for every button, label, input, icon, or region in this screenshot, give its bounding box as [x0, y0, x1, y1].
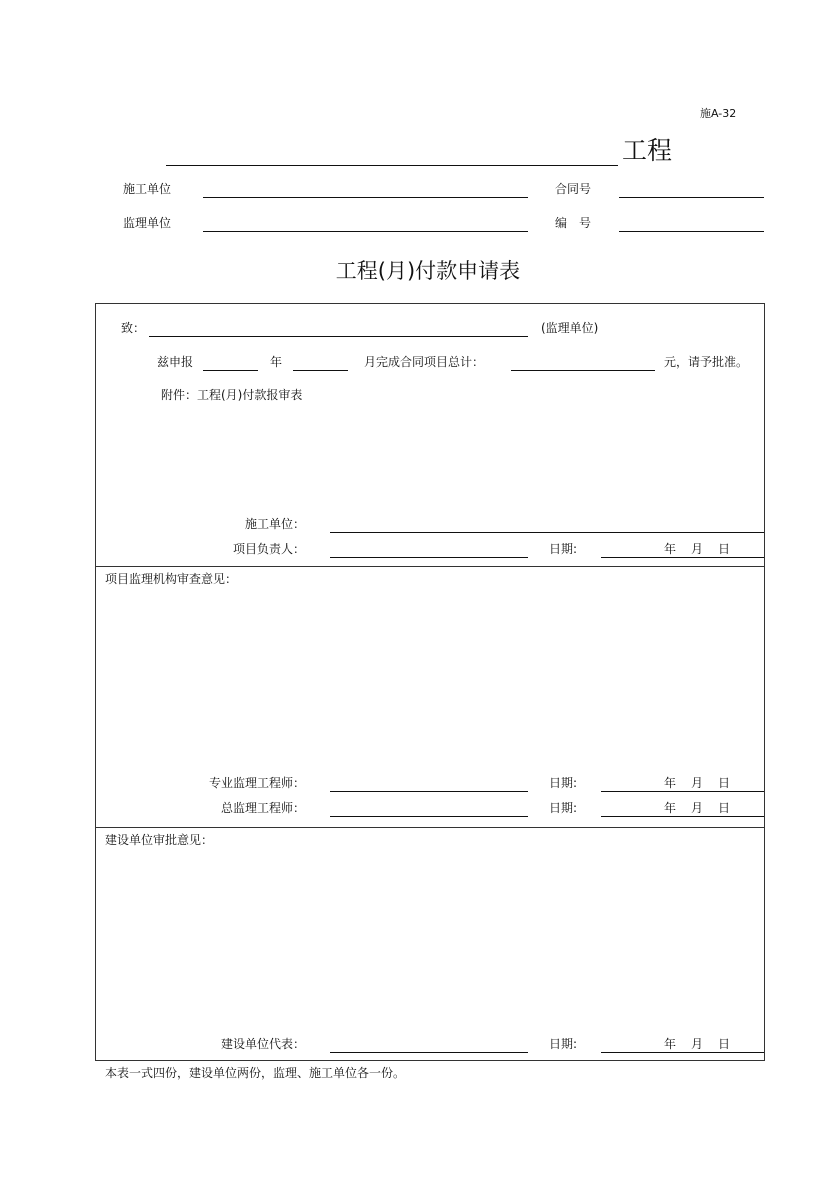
date-month: 月 — [691, 1037, 704, 1051]
s1-contractor-label: 施工单位： — [244, 517, 305, 531]
contractor-field[interactable] — [203, 197, 528, 198]
serial-no-label: 编 号 — [555, 216, 592, 230]
date-day: 日 — [718, 776, 731, 790]
chief-date-field[interactable] — [601, 816, 764, 817]
project-suffix: 工程 — [622, 136, 673, 165]
form-code: 施A-32 — [700, 107, 737, 120]
project-name-field[interactable] — [166, 165, 618, 166]
year-field[interactable] — [203, 370, 258, 371]
date-month: 月 — [691, 801, 704, 815]
manager-field[interactable] — [330, 557, 528, 558]
supervisor-field[interactable] — [203, 231, 528, 232]
owner-date-field[interactable] — [601, 1052, 764, 1053]
date-year: 年 — [664, 542, 677, 556]
form-table — [95, 303, 765, 1061]
chief-label: 总监理工程师： — [220, 801, 305, 815]
manager-label: 项目负责人： — [232, 542, 305, 556]
attachment-label: 附件：工程(月)付款报审表 — [161, 388, 303, 402]
date-day: 日 — [718, 801, 731, 815]
report-prefix: 兹申报 — [157, 355, 194, 369]
owner-rep-label: 建设单位代表： — [220, 1037, 305, 1051]
to-label: 致： — [121, 321, 146, 335]
review-heading: 项目监理机构审查意见： — [105, 572, 238, 586]
contract-no-label: 合同号 — [555, 182, 592, 196]
approval-heading: 建设单位审批意见： — [105, 833, 214, 847]
contract-no-field[interactable] — [619, 197, 764, 198]
supervisor-label: 监理单位 — [123, 216, 172, 230]
date-label: 日期: — [549, 542, 578, 556]
serial-no-field[interactable] — [619, 231, 764, 232]
date-field[interactable] — [601, 557, 764, 558]
footer-note: 本表一式四份，建设单位两份，监理、施工单位各一份。 — [105, 1066, 406, 1080]
engineer-label: 专业监理工程师： — [208, 776, 305, 790]
date-day: 日 — [718, 1037, 731, 1051]
section-divider — [95, 566, 765, 567]
contractor-label: 施工单位 — [123, 182, 172, 196]
s1-contractor-field[interactable] — [330, 532, 764, 533]
to-field[interactable] — [149, 336, 528, 337]
date-label: 日期: — [549, 1037, 578, 1051]
date-month: 月 — [691, 776, 704, 790]
form-title: 工程(月)付款申请表 — [335, 259, 521, 283]
date-label: 日期: — [549, 801, 578, 815]
chief-field[interactable] — [330, 816, 528, 817]
date-year: 年 — [664, 776, 677, 790]
date-month: 月 — [691, 542, 704, 556]
date-year: 年 — [664, 801, 677, 815]
section-divider — [95, 827, 765, 828]
amount-suffix: 元，请予批准。 — [664, 355, 749, 369]
amount-field[interactable] — [511, 370, 655, 371]
engineer-date-field[interactable] — [601, 791, 764, 792]
owner-rep-field[interactable] — [330, 1052, 528, 1053]
to-suffix: (监理单位) — [541, 321, 599, 335]
engineer-field[interactable] — [330, 791, 528, 792]
year-label: 年 — [270, 355, 283, 369]
month-total-label: 月完成合同项目总计： — [364, 355, 485, 369]
date-day: 日 — [718, 542, 731, 556]
month-field[interactable] — [293, 370, 348, 371]
date-label: 日期: — [549, 776, 578, 790]
date-year: 年 — [664, 1037, 677, 1051]
